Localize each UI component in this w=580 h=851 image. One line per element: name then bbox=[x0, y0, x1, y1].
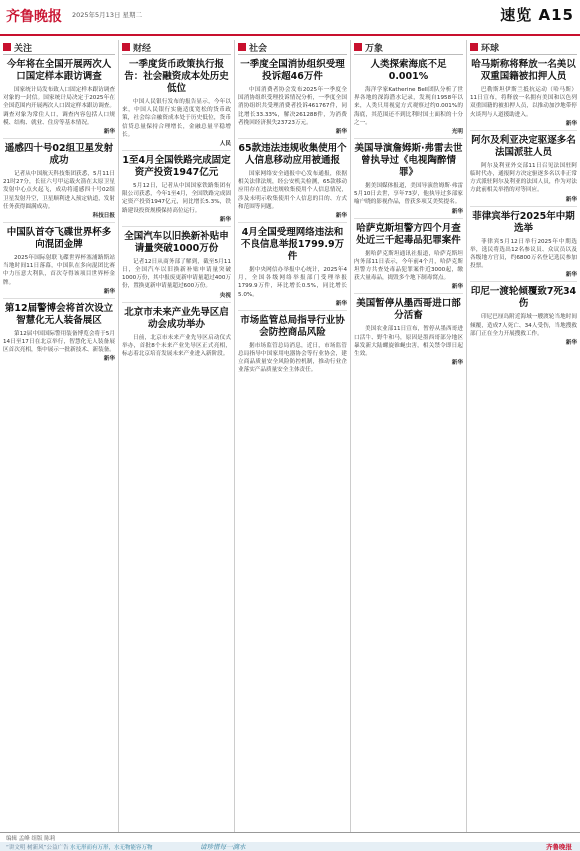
article-title[interactable]: 一季度货币政策执行报告：社会融资成本处历史低位 bbox=[124, 59, 229, 94]
section-marker-icon bbox=[122, 43, 130, 51]
article-divider bbox=[470, 281, 577, 282]
page-section-title: 速览 A15 bbox=[500, 6, 574, 24]
article-divider bbox=[238, 222, 347, 223]
article-divider bbox=[354, 218, 463, 219]
section-marker-icon bbox=[470, 43, 478, 51]
column-shehui bbox=[234, 40, 350, 832]
article-divider bbox=[354, 293, 463, 294]
column-header bbox=[122, 40, 231, 55]
column-wanxiang bbox=[350, 40, 466, 832]
article-divider bbox=[122, 226, 231, 227]
article-title[interactable]: 一季度全国消协组织受理投诉超46万件 bbox=[240, 59, 345, 82]
article-source: 新华 bbox=[103, 129, 115, 136]
article-body: 据市场监管总局消息，近日，市场监管总局指导中国家用电器协会等行业协会，建立商品质量安全风险防控机制，推动行业企业落实产品质量安全主体责任。 bbox=[238, 342, 347, 374]
article-source: 光明 bbox=[451, 129, 463, 136]
section-marker-icon bbox=[354, 43, 362, 51]
article-title[interactable]: 阿尔及利亚决定驱逐多名法国派驻人员 bbox=[471, 134, 576, 158]
article-body: 日前，北京市未来产业先导区启动仪式举办，首批8个未来产业先导区正式亮相，标志着北京培育发展未来产业进入新阶段。 bbox=[122, 334, 231, 358]
article-title[interactable]: 菲律宾举行2025年中期选举 bbox=[472, 210, 575, 234]
public-service-ad bbox=[0, 842, 580, 851]
article-title[interactable]: 哈马斯称将释放一名美以双重国籍被扣押人员 bbox=[471, 59, 576, 82]
article-divider bbox=[122, 150, 231, 151]
article-title[interactable]: 美国暂停从墨西哥进口部分活畜 bbox=[356, 298, 461, 322]
column-header-label: 社会 bbox=[249, 43, 268, 54]
article-body: 据美国媒体报道，美国导演詹姆斯·弗雷5月10日去世，享年73岁，他执导过多部家喻户晓的影视作品，曾获多项艾美奖提名。 bbox=[354, 183, 463, 206]
dateline: 2025年5月13日 星期二 bbox=[72, 11, 143, 19]
article-title[interactable]: 1至4月全国铁路完成固定资产投资1947亿元 bbox=[122, 155, 231, 179]
editor-credit: 编辑 孟峰 组版 陈莉 bbox=[0, 832, 580, 842]
article-source: 新华 bbox=[103, 288, 115, 295]
article-body: 巴勒斯坦伊斯兰抵抗运动（哈马斯）11日宣布，将释放一名拥有美国和以色列双重国籍的被扣押人员，以推动加沙地带停火谈判与人道援助进入。 bbox=[470, 87, 577, 118]
article-body: 中国人民银行发布的报告显示，今年以来，中国人民银行实施适度宽松的货币政策，社会综合融资成本处于历史低位，货币信贷总量保持合理增长，金融总量平稳增长。 bbox=[122, 99, 231, 138]
article-divider bbox=[470, 130, 577, 131]
article-source: 新华 bbox=[565, 340, 577, 347]
article-title[interactable]: 中国队首夺飞碟世界杯多向混团金牌 bbox=[6, 227, 112, 251]
article-body: 海洋学家Katherine Bell团队分析了世界各地的深海潜水记录，发现自1958年以来，人类只用视觉方式观察过约0.001%的海底，其范围还不到比利时国土面积的十分之一。 bbox=[354, 87, 463, 126]
article-body: 美国农业部11日宣布，暂停从墨西哥进口活牛、野牛和马，原因是墨西哥部分地区暴发新大陆螺旋锥蝇虫害，相关禁令即日起生效。 bbox=[354, 326, 463, 358]
article-title[interactable]: 哈萨克斯坦警方四个月查处近三千起毒品犯罪案件 bbox=[356, 222, 461, 246]
article-source: 新华 bbox=[451, 284, 463, 291]
column-header-label: 万象 bbox=[365, 43, 384, 54]
article-divider bbox=[122, 302, 231, 303]
article-body: 国家网络安全通报中心发布通报，依据相关法律法规，经公安机关检测，65款移动应用存在违法违规收集使用个人信息情况，涉及未明示收集使用个人信息的目的、方式和范围等问题。 bbox=[238, 171, 347, 210]
article-source: 科技日报 bbox=[92, 213, 115, 220]
article-body: 记者从中国航天科技集团获悉，5月11日21时27分，长征六号甲运载火箭在太原卫星发射中心点火起飞，成功将遥感四十号02组卫星发射升空，卫星顺利进入预定轨道，发射任务获得圆满成功。 bbox=[3, 171, 115, 210]
newspaper-logo: 齐鲁晚报 bbox=[6, 9, 62, 25]
article-body: 阿尔及利亚外交部11日召见法国驻阿临时代办，通报阿方决定驱逐多名以非正常方式派驻阿尔及利亚的法国人员，作为对法方此前相关举措的对等回应。 bbox=[470, 162, 577, 194]
article-body: 国家统计局发布致人口固定样本跟访调查对象的一封信。国家统计局决定于2025年在全国范围内开展两次人口固定样本跟访调查。调查对象为常住人口，调查内容包括人口规模、结构、就业、住房等基本情况。 bbox=[3, 87, 115, 126]
section-marker-icon bbox=[238, 43, 246, 51]
article-body: 印尼巴厘岛附近海域一艘渡轮当地时间倾覆，造成7人死亡、34人受伤，当地搜救部门正在全力开展搜救工作。 bbox=[470, 314, 577, 337]
article-source: 新华 bbox=[335, 213, 347, 220]
section-marker-icon bbox=[3, 43, 11, 51]
column-header-label: 环球 bbox=[481, 43, 500, 54]
article-source: 新华 bbox=[335, 300, 347, 307]
article-divider bbox=[3, 222, 115, 223]
article-body: 据哈萨克斯坦通讯社报道，哈萨克斯坦内务部11日表示，今年前4个月，哈萨克斯坦警方共查处毒品犯罪案件近3000起，缴获大量毒品，捣毁多个地下制毒窝点。 bbox=[354, 250, 463, 282]
article-title[interactable]: 第12届警博会将首次设立智慧化无人装备展区 bbox=[4, 302, 114, 326]
article-source: 新华 bbox=[335, 129, 347, 136]
article-divider bbox=[3, 138, 115, 139]
column-header-label: 财经 bbox=[133, 43, 152, 54]
article-divider bbox=[470, 206, 577, 207]
ad-logo: 齐鲁晚报 bbox=[546, 843, 572, 851]
article-title[interactable]: 印尼一渡轮倾覆致7死34伤 bbox=[470, 286, 577, 310]
article-title[interactable]: 市场监管总局指导行业协会防控商品风险 bbox=[240, 314, 345, 338]
article-divider bbox=[354, 138, 463, 139]
article-title[interactable]: 全国汽车以旧换新补贴申请量突破1000万份 bbox=[124, 230, 229, 254]
article-title[interactable]: 遥感四十号02组卫星发射成功 bbox=[4, 143, 114, 167]
article-source: 新华 bbox=[565, 196, 577, 203]
article-title[interactable]: 65款违法违规收集使用个人信息移动应用被通报 bbox=[238, 143, 347, 167]
article-body: 中国消费者协会发布2025年一季度全国消协组织受理投诉情况分析，一季度全国消协组织共受理消费者投诉461767件，同比增长33.33%，解决261288件，为消费者挽回经济损失23723万元。 bbox=[238, 87, 347, 126]
masthead bbox=[0, 0, 580, 36]
article-source: 新华 bbox=[103, 356, 115, 363]
article-source: 新华 bbox=[565, 272, 577, 279]
article-divider bbox=[3, 298, 115, 299]
article-body: 菲律宾5月12日举行2025年中期选举，选民将选出12名参议员、众议员以及各级地方官员，约6800万名登记选民参加投票。 bbox=[470, 238, 577, 270]
article-divider bbox=[238, 138, 347, 139]
article-body: 2025年国际射联飞碟世界杯塞浦路斯站当地时间11日落幕，中国队在多向混团比赛中力压意大利队，首次夺得该项目世界杯金牌。 bbox=[3, 255, 115, 286]
article-body: 5月12日，记者从中国国家铁路集团有限公司获悉，今年1至4月，全国铁路完成固定资产投资1947亿元，同比增长5.3%，铁路建设投资规模保持高位运行。 bbox=[122, 183, 231, 214]
ad-tag: “讲文明 树新风”公益广告 bbox=[6, 845, 69, 851]
column-caijing bbox=[118, 40, 234, 832]
article-title[interactable]: 今年将在全国开展两次人口国定样本跟访调查 bbox=[6, 59, 112, 82]
column-header bbox=[238, 40, 347, 55]
article-source: 新华 bbox=[451, 208, 463, 215]
column-header bbox=[3, 40, 115, 55]
article-divider bbox=[238, 310, 347, 311]
article-title[interactable]: 美国导演詹姆斯·弗雷去世曾执导过《电视陶醉情罪》 bbox=[354, 143, 463, 179]
article-body: 记者12日从商务部了解到，截至5月11日，全国汽车以旧换新补贴申请量突破1000万份，其中报废更新申请量超过400万份，置换更新申请量超过600万份。 bbox=[122, 258, 231, 290]
column-header bbox=[354, 40, 463, 55]
ad-main-text: 请珍惜每一滴水 bbox=[200, 843, 246, 851]
article-source: 新华 bbox=[565, 120, 577, 127]
article-source: 央视 bbox=[219, 292, 231, 299]
article-title[interactable]: 人类探索海底不足0.001% bbox=[370, 59, 447, 82]
article-source: 人民 bbox=[219, 141, 231, 148]
article-source: 新华 bbox=[219, 216, 231, 223]
article-body: 据中央网信办举报中心统计，2025年4月，全国各级网络举报部门受理举报1799.9万件，环比增长0.5%，同比增长5.0%。 bbox=[238, 267, 347, 298]
article-title[interactable]: 4月全国受理网络违法和不良信息举报1799.9万件 bbox=[240, 227, 345, 263]
ad-slogan: 水无形而有万形，水无物能容万物 bbox=[70, 845, 153, 851]
article-body: 第12届中国国际警用装备博览会将于5月14日至17日在北京举行，智慧化无人装备展区首次亮相，集中展示一批新技术、新装备。 bbox=[3, 330, 115, 354]
column-guanzhu bbox=[0, 40, 118, 832]
column-header-label: 关注 bbox=[14, 43, 33, 54]
article-source: 新华 bbox=[451, 360, 463, 367]
column-huanqiu bbox=[466, 40, 580, 832]
column-header bbox=[470, 40, 577, 55]
article-title[interactable]: 北京市未来产业先导区启动会成功举办 bbox=[124, 306, 229, 330]
